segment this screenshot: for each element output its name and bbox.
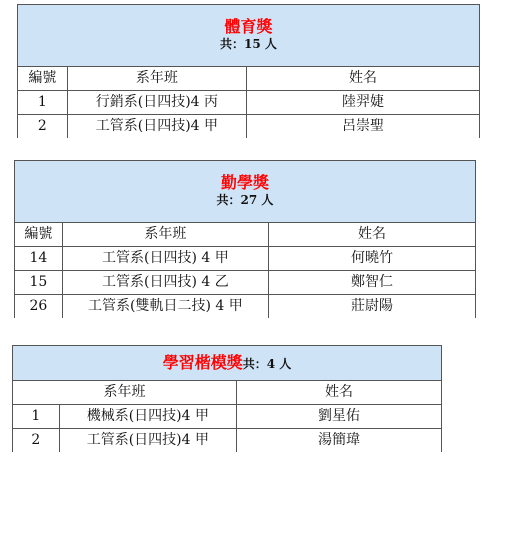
- cell-number: 2: [13, 429, 60, 452]
- col-header-name: 姓名: [324, 384, 353, 400]
- table-row: [14, 270, 476, 294]
- cell-number: 1: [13, 405, 60, 428]
- col-header-class: 系年班: [13, 381, 237, 404]
- cell-name: 何曉竹: [350, 250, 393, 266]
- col-header-class: 系年班: [68, 67, 247, 90]
- cell-name: 莊尉陽: [350, 298, 393, 314]
- table-row: [17, 114, 480, 138]
- award-sports: [17, 4, 480, 138]
- award-diligence: [14, 160, 476, 318]
- col-header-number: 編號: [15, 223, 63, 246]
- col-header-name: 姓名: [357, 226, 386, 242]
- award-table: [17, 66, 480, 138]
- cell-class: 工管系(雙軌日二技) 4 甲: [63, 295, 269, 318]
- table-row: [14, 246, 476, 270]
- cell-name: 呂崇聖: [341, 118, 384, 134]
- award-title: 勤學獎: [220, 173, 269, 192]
- cell-class: 工管系(日四技)4 甲: [68, 115, 247, 138]
- award-header: [14, 160, 476, 222]
- award-header: [12, 345, 442, 380]
- table-row: [17, 90, 480, 114]
- cell-number: 14: [15, 247, 63, 270]
- cell-number: 15: [15, 271, 63, 294]
- col-header-number: 編號: [18, 67, 68, 90]
- cell-name: 鄭智仁: [350, 274, 393, 290]
- award-header: [17, 4, 480, 66]
- table-row: [14, 294, 476, 318]
- award-count: 共：27 人: [216, 193, 274, 207]
- cell-class: 機械系(日四技)4 甲: [60, 405, 237, 428]
- cell-name: 劉星佑: [317, 408, 360, 424]
- table-header-row: [14, 222, 476, 246]
- cell-number: 2: [18, 115, 68, 138]
- award-table: [14, 222, 476, 318]
- cell-name: 湯簡瑋: [317, 432, 360, 448]
- cell-name: 陸羿婕: [341, 94, 384, 110]
- cell-class: 工管系(日四技)4 甲: [60, 429, 237, 452]
- cell-number: 26: [15, 295, 63, 318]
- cell-class: 行銷系(日四技)4 丙: [68, 91, 247, 114]
- award-role-model: [12, 345, 442, 452]
- table-header-row: [17, 66, 480, 90]
- table-header-row: [12, 380, 442, 404]
- award-count: 共：4 人: [242, 357, 292, 371]
- table-row: [12, 428, 442, 452]
- cell-class: 工管系(日四技) 4 甲: [63, 247, 269, 270]
- col-header-name: 姓名: [348, 70, 377, 86]
- award-count: 共：15 人: [220, 37, 277, 51]
- award-title: 學習楷模獎: [162, 353, 243, 372]
- col-header-class: 系年班: [63, 223, 269, 246]
- cell-number: 1: [18, 91, 68, 114]
- award-title: 體育獎: [224, 17, 273, 36]
- cell-class: 工管系(日四技) 4 乙: [63, 271, 269, 294]
- table-row: [12, 404, 442, 428]
- award-table: [12, 380, 442, 452]
